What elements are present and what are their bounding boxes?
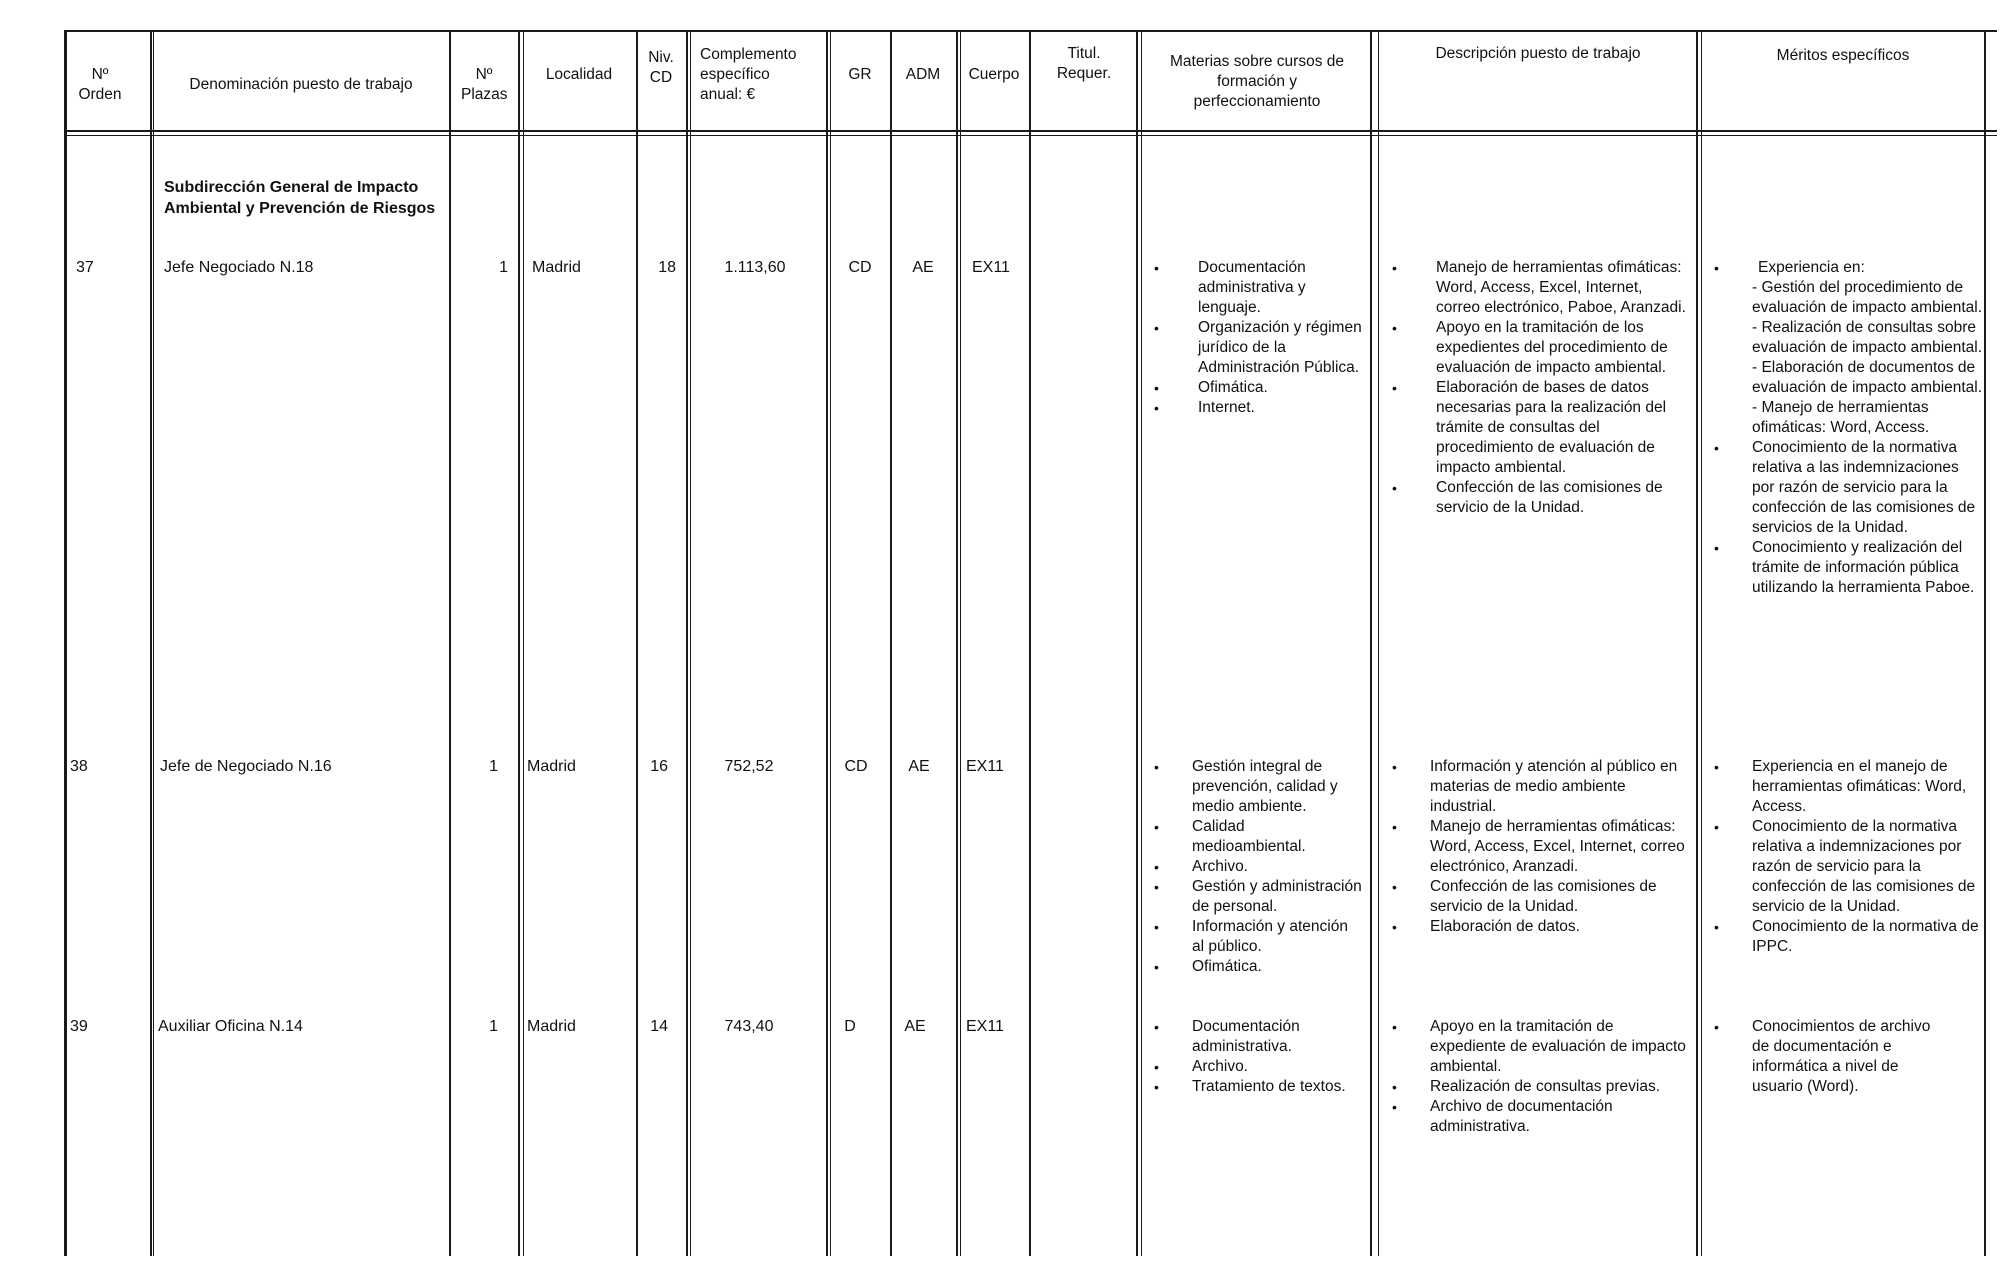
list-item: • Manejo de herramientas ofimáticas: Word, Access, Excel, Internet, correo electrónico, Paboe, Aranzadi. (1390, 258, 1690, 318)
list-item: • Elaboración de datos. (1390, 917, 1690, 937)
header-complemento: Complemento específico anual: € (700, 46, 797, 103)
row-complemento: 743,40 (724, 1018, 774, 1035)
row-cuerpo: EX11 (972, 259, 1010, 276)
header-materias: Materias sobre cursos de formación y perfeccionamiento (1169, 53, 1345, 110)
col-divider (449, 30, 451, 1256)
row-gr: D (844, 1018, 856, 1035)
row-cuerpo: EX11 (966, 1018, 1004, 1035)
list-item: • Apoyo en la tramitación de expediente de evaluación de impacto ambiental. (1390, 1017, 1690, 1077)
row-plazas: 1 (499, 259, 508, 276)
row-nivcd: 14 (650, 1018, 668, 1035)
header-gr: GR (848, 66, 872, 83)
header-titul: Titul. Requer. (1056, 45, 1112, 82)
list-item: • Gestión y administración de personal. (1152, 877, 1362, 917)
list-item: • Confección de las comisiones de servicio de la Unidad. (1390, 877, 1690, 917)
row-complemento: 752,52 (724, 758, 774, 775)
list-item: • Archivo de documentación administrativa. (1390, 1097, 1690, 1137)
col-divider (1701, 30, 1702, 1256)
row-gr: CD (848, 259, 872, 276)
list-item: • Archivo. (1152, 857, 1362, 877)
list-item: • Conocimiento de la normativa relativa a indemnizaciones por razón de servicio para la confección de las comisiones de servicio de la Unidad. (1712, 817, 1984, 917)
list-item: • Elaboración de bases de datos necesarias para la realización del trámite de consultas del procedimiento de evaluación de impacto ambiental. (1390, 378, 1690, 478)
sub-item: - Gestión del procedimiento de evaluación de impacto ambiental. (1752, 279, 1983, 316)
list-item: • Información y atención al público. (1152, 917, 1362, 957)
col-divider (150, 30, 152, 1256)
header-orden: Nº Orden (78, 66, 122, 103)
sub-item: - Manejo de herramientas ofimáticas: Word, Access. (1752, 399, 1930, 436)
col-divider (830, 30, 831, 1256)
row-nivcd: 18 (658, 259, 676, 276)
list-item: • Ofimática. (1152, 957, 1362, 977)
row-materias (1152, 1017, 1352, 1097)
col-divider (153, 30, 154, 1256)
header-plazas: Nº Plazas (461, 66, 508, 103)
list-item: • Conocimientos de archivo de documentación e informática a nivel de usuario (Word). (1712, 1017, 1944, 1097)
list-item: • Apoyo en la tramitación de los expedientes del procedimiento de evaluación de impacto ambiental. (1390, 318, 1690, 378)
col-divider (890, 30, 892, 1256)
col-divider (636, 30, 638, 1256)
row-plazas: 1 (489, 758, 498, 775)
col-divider (1696, 30, 1698, 1256)
row-gr: CD (844, 758, 868, 775)
col-divider (1029, 30, 1031, 1256)
row-descripcion (1390, 258, 1690, 518)
col-divider (1370, 30, 1372, 1256)
list-item: • Tratamiento de textos. (1152, 1077, 1352, 1097)
row-materias (1152, 258, 1366, 418)
list-item: • Gestión integral de prevención, calidad y medio ambiente. (1152, 757, 1362, 817)
list-item: • Calidad medioambiental. (1152, 817, 1362, 857)
col-divider (1141, 30, 1142, 1256)
col-divider (1984, 30, 1986, 1256)
sub-item: - Realización de consultas sobre evaluación de impacto ambiental. (1752, 319, 1983, 356)
row-localidad: Madrid (527, 758, 576, 775)
row-materias (1152, 757, 1362, 977)
section-title: Subdirección General de Impacto Ambiental y Prevención de Riesgos (164, 179, 436, 217)
list-item: • Organización y régimen jurídico de la Administración Pública. (1152, 318, 1366, 378)
col-divider (690, 30, 691, 1256)
col-divider (960, 30, 961, 1256)
header-cuerpo: Cuerpo (968, 66, 1020, 83)
list-item: • Manejo de herramientas ofimáticas: Word, Access, Excel, Internet, correo electrónico, Aranzadi. (1390, 817, 1690, 877)
list-item: • Ofimática. (1152, 378, 1366, 398)
header-adm: ADM (905, 66, 941, 83)
header-localidad: Localidad (545, 66, 613, 83)
header-meritos: Méritos específicos (1776, 47, 1910, 64)
row-meritos (1712, 258, 1984, 598)
list-item: • Experiencia en el manejo de herramientas ofimáticas: Word, Access. (1712, 757, 1984, 817)
col-divider (826, 30, 828, 1256)
row-cuerpo: EX11 (966, 758, 1004, 775)
row-plazas: 1 (489, 1018, 498, 1035)
list-item: • Documentación administrativa y lenguaje. (1152, 258, 1366, 318)
row-adm: AE (904, 1018, 926, 1035)
list-item: • Documentación administrativa. (1152, 1017, 1352, 1057)
list-item: • Información y atención al público en materias de medio ambiente industrial. (1390, 757, 1690, 817)
col-divider (686, 30, 688, 1256)
col-divider (64, 30, 67, 1256)
row-descripcion (1390, 1017, 1690, 1137)
list-item: • Conocimiento y realización del trámite de información pública utilizando la herramienta Paboe. (1712, 538, 1984, 598)
row-orden: 37 (76, 259, 94, 276)
row-denominacion: Auxiliar Oficina N.14 (158, 1018, 303, 1035)
row-denominacion: Jefe Negociado N.18 (164, 259, 314, 276)
list-item: • Confección de las comisiones de servicio de la Unidad. (1390, 478, 1690, 518)
row-denominacion: Jefe de Negociado N.16 (160, 758, 332, 775)
header-descripcion: Descripción puesto de trabajo (1435, 45, 1641, 62)
list-item: • Realización de consultas previas. (1390, 1077, 1690, 1097)
list-item: • Experiencia en: (1712, 258, 1984, 278)
header-denominacion: Denominación puesto de trabajo (189, 76, 413, 93)
list-item: • Archivo. (1152, 1057, 1352, 1077)
row-descripcion (1390, 757, 1690, 937)
col-divider (1136, 30, 1138, 1256)
row-complemento: 1.113,60 (724, 259, 786, 276)
list-item: • Conocimiento de la normativa relativa a las indemnizaciones por razón de servicio para la confección de las comisiones de servicios de la Unidad. (1712, 438, 1984, 538)
col-divider (518, 30, 520, 1256)
row-nivcd: 16 (650, 758, 668, 775)
row-localidad: Madrid (532, 259, 581, 276)
row-meritos (1712, 757, 1984, 957)
row-adm: AE (908, 758, 930, 775)
col-divider (523, 30, 524, 1256)
row-meritos (1712, 1017, 1944, 1097)
header-nivcd: Niv. CD (648, 49, 674, 86)
col-divider (1378, 30, 1379, 1256)
col-divider (956, 30, 958, 1256)
list-item: • Conocimiento de la normativa de IPPC. (1712, 917, 1984, 957)
sub-item: - Elaboración de documentos de evaluación de impacto ambiental. (1752, 359, 1983, 396)
row-orden: 39 (70, 1018, 88, 1035)
row-adm: AE (912, 259, 934, 276)
row-orden: 38 (70, 758, 88, 775)
list-item: • Internet. (1152, 398, 1366, 418)
row-localidad: Madrid (527, 1018, 576, 1035)
